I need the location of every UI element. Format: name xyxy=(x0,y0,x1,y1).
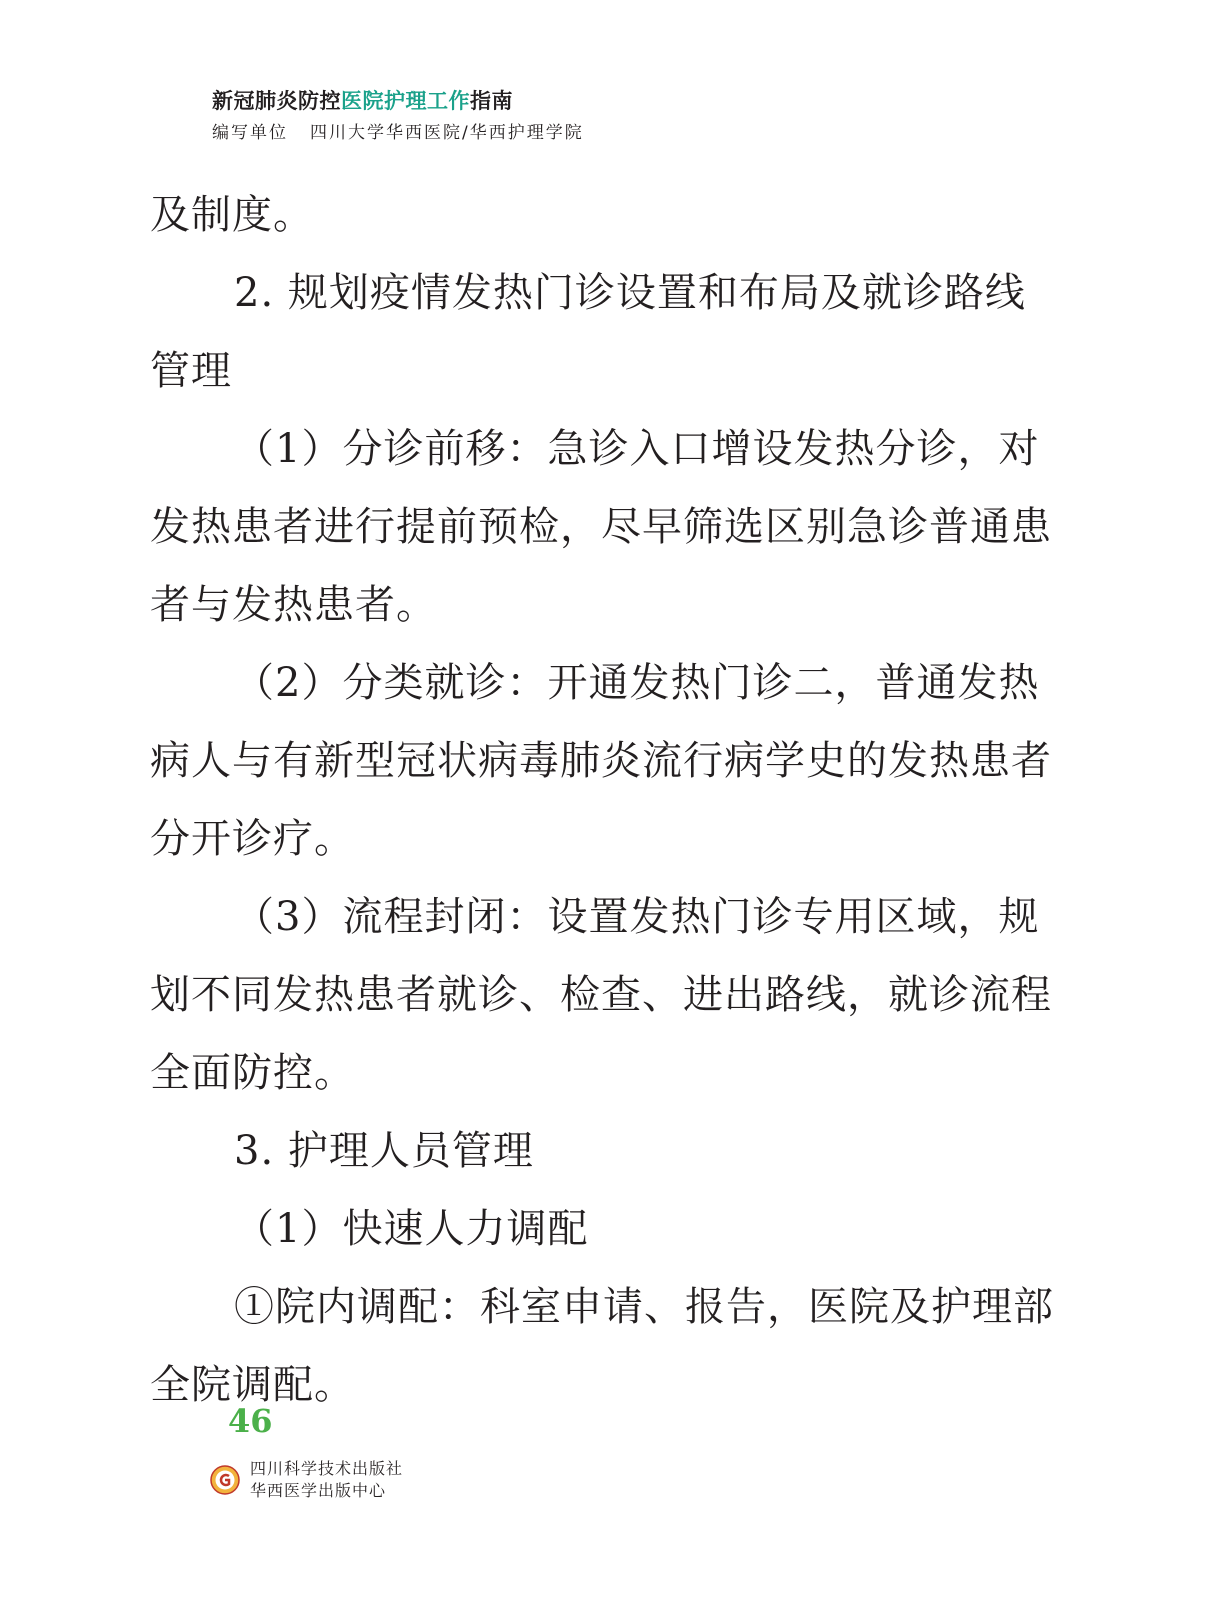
body-line: 发热患者进行提前预检，尽早筛选区别急诊普通患 xyxy=(150,504,1052,550)
body-line: 2. 规划疫情发热门诊设置和布局及就诊路线 xyxy=(234,270,1026,316)
body-line: （1）分诊前移：急诊入口增设发热分诊，对 xyxy=(234,426,1040,472)
author-org: 四川大学华西医院/华西护理学院 xyxy=(310,123,584,143)
body-line: 者与发热患者。 xyxy=(150,582,437,628)
author-label: 编写单位 xyxy=(212,123,288,143)
body-line: 全面防控。 xyxy=(150,1050,355,1096)
publisher-block xyxy=(210,1458,403,1502)
body-line: 及制度。 xyxy=(150,192,314,238)
body-line: 分开诊疗。 xyxy=(150,816,355,862)
author-line xyxy=(212,122,584,144)
body-line: 病人与有新型冠状病毒肺炎流行病学史的发热患者 xyxy=(150,738,1052,784)
publisher-names xyxy=(250,1458,403,1502)
book-title-prefix: 新冠肺炎防控 xyxy=(212,89,341,113)
body-line: （1）快速人力调配 xyxy=(234,1206,589,1252)
book-title-suffix: 指南 xyxy=(470,89,513,113)
book-title-accent: 医院护理工作 xyxy=(341,89,470,113)
publisher-line-1: 四川科学技术出版社 xyxy=(250,1459,404,1478)
body-line: （2）分类就诊：开通发热门诊二，普通发热 xyxy=(234,660,1040,706)
body-text xyxy=(150,176,1090,1424)
publisher-logo-icon xyxy=(210,1465,240,1495)
book-title xyxy=(212,88,584,114)
body-line: ①院内调配：科室申请、报告，医院及护理部 xyxy=(234,1284,1054,1330)
body-line: 全院调配。 xyxy=(150,1362,355,1408)
page-number: 46 xyxy=(228,1402,273,1440)
body-line: 管理 xyxy=(150,348,232,394)
body-line: （3）流程封闭：设置发热门诊专用区域，规 xyxy=(234,894,1040,940)
running-header xyxy=(212,88,584,144)
body-line: 划不同发热患者就诊、检查、进出路线，就诊流程 xyxy=(150,972,1052,1018)
publisher-line-2: 华西医学出版中心 xyxy=(250,1481,387,1500)
body-line: 3. 护理人员管理 xyxy=(234,1128,534,1174)
